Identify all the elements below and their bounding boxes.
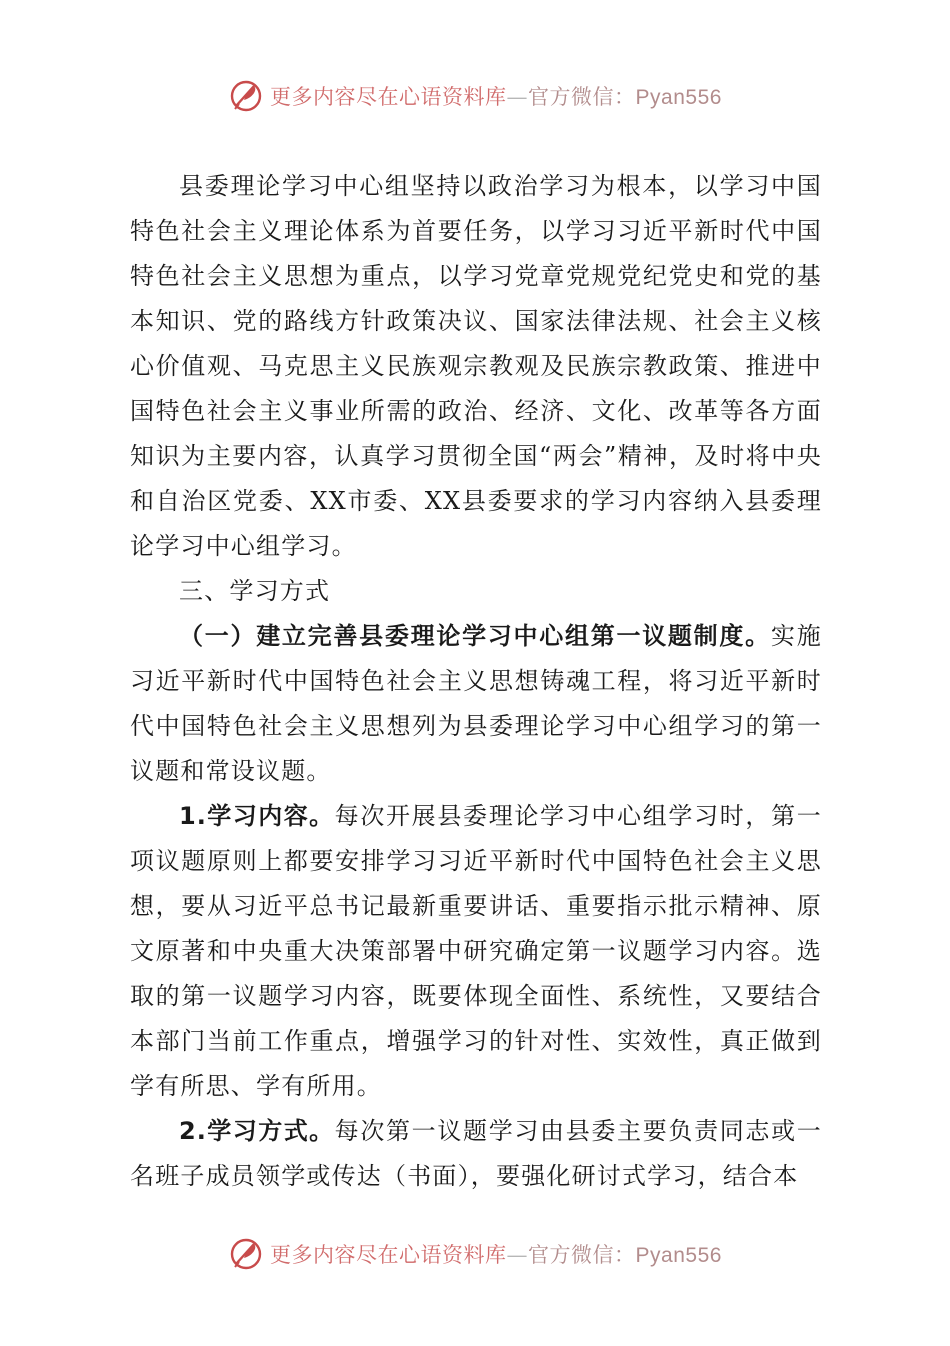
item-study-content: [130, 794, 822, 1109]
footer-banner: [0, 1232, 950, 1276]
subsection-text: 实施习近平新时代中国特色社会主义思想铸魂工程，将习近平新时代中国特色社会主义思想列为县委理论学习中心组学习的第一议题和常设议题。: [130, 622, 822, 785]
document-body: [130, 164, 822, 1199]
paragraph-study-content: 县委理论学习中心组坚持以政治学习为根本，以学习中国特色社会主义理论体系为首要任务，以学习习近平新时代中国特色社会主义思想为重点，以学习党章党规党纪党史和党的基本知识、党的路线方针政策决议、国家法律法规、社会主义核心价值观、马克思主义民族观宗教观及民族宗教政策、推进中国特色社会主义事业所需的政治、经济、文化、改革等各方面知识为主要内容，认真学习贯彻全国“两会”精神，及时将中央和自治区党委、XX市委、XX县委要求的学习内容纳入县委理论学习中心组学习。: [130, 172, 822, 560]
subsection-first-agenda: [130, 614, 822, 794]
feather-seal-icon: [228, 78, 264, 114]
banner-text: 更多内容尽在心语资料库—官方微信：Pyan556: [270, 85, 722, 109]
item-lead: 1.学习内容。: [179, 802, 335, 830]
header-banner: [0, 74, 950, 118]
banner-text: 更多内容尽在心语资料库—官方微信：Pyan556: [270, 1243, 722, 1267]
item-study-method: [130, 1109, 822, 1199]
item-lead: 2.学习方式。: [179, 1117, 335, 1145]
section-title-study-method: 三、学习方式: [179, 577, 331, 605]
feather-seal-icon: [228, 1236, 264, 1272]
item-text: 每次第一议题学习由县委主要负责同志或一名班子成员领学或传达（书面），要强化研讨式学习，结合本: [130, 1117, 822, 1190]
item-text: 每次开展县委理论学习中心组学习时，第一项议题原则上都要安排学习习近平新时代中国特色社会主义思想，要从习近平总书记最新重要讲话、重要指示批示精神、原文原著和中央重大决策部署中研究确定第一议题学习内容。选取的第一议题学习内容，既要体现全面性、系统性，又要结合本部门当前工作重点，增强学习的针对性、实效性，真正做到学有所思、学有所用。: [130, 802, 822, 1100]
subsection-lead: （一）建立完善县委理论学习中心组第一议题制度。: [179, 622, 771, 650]
